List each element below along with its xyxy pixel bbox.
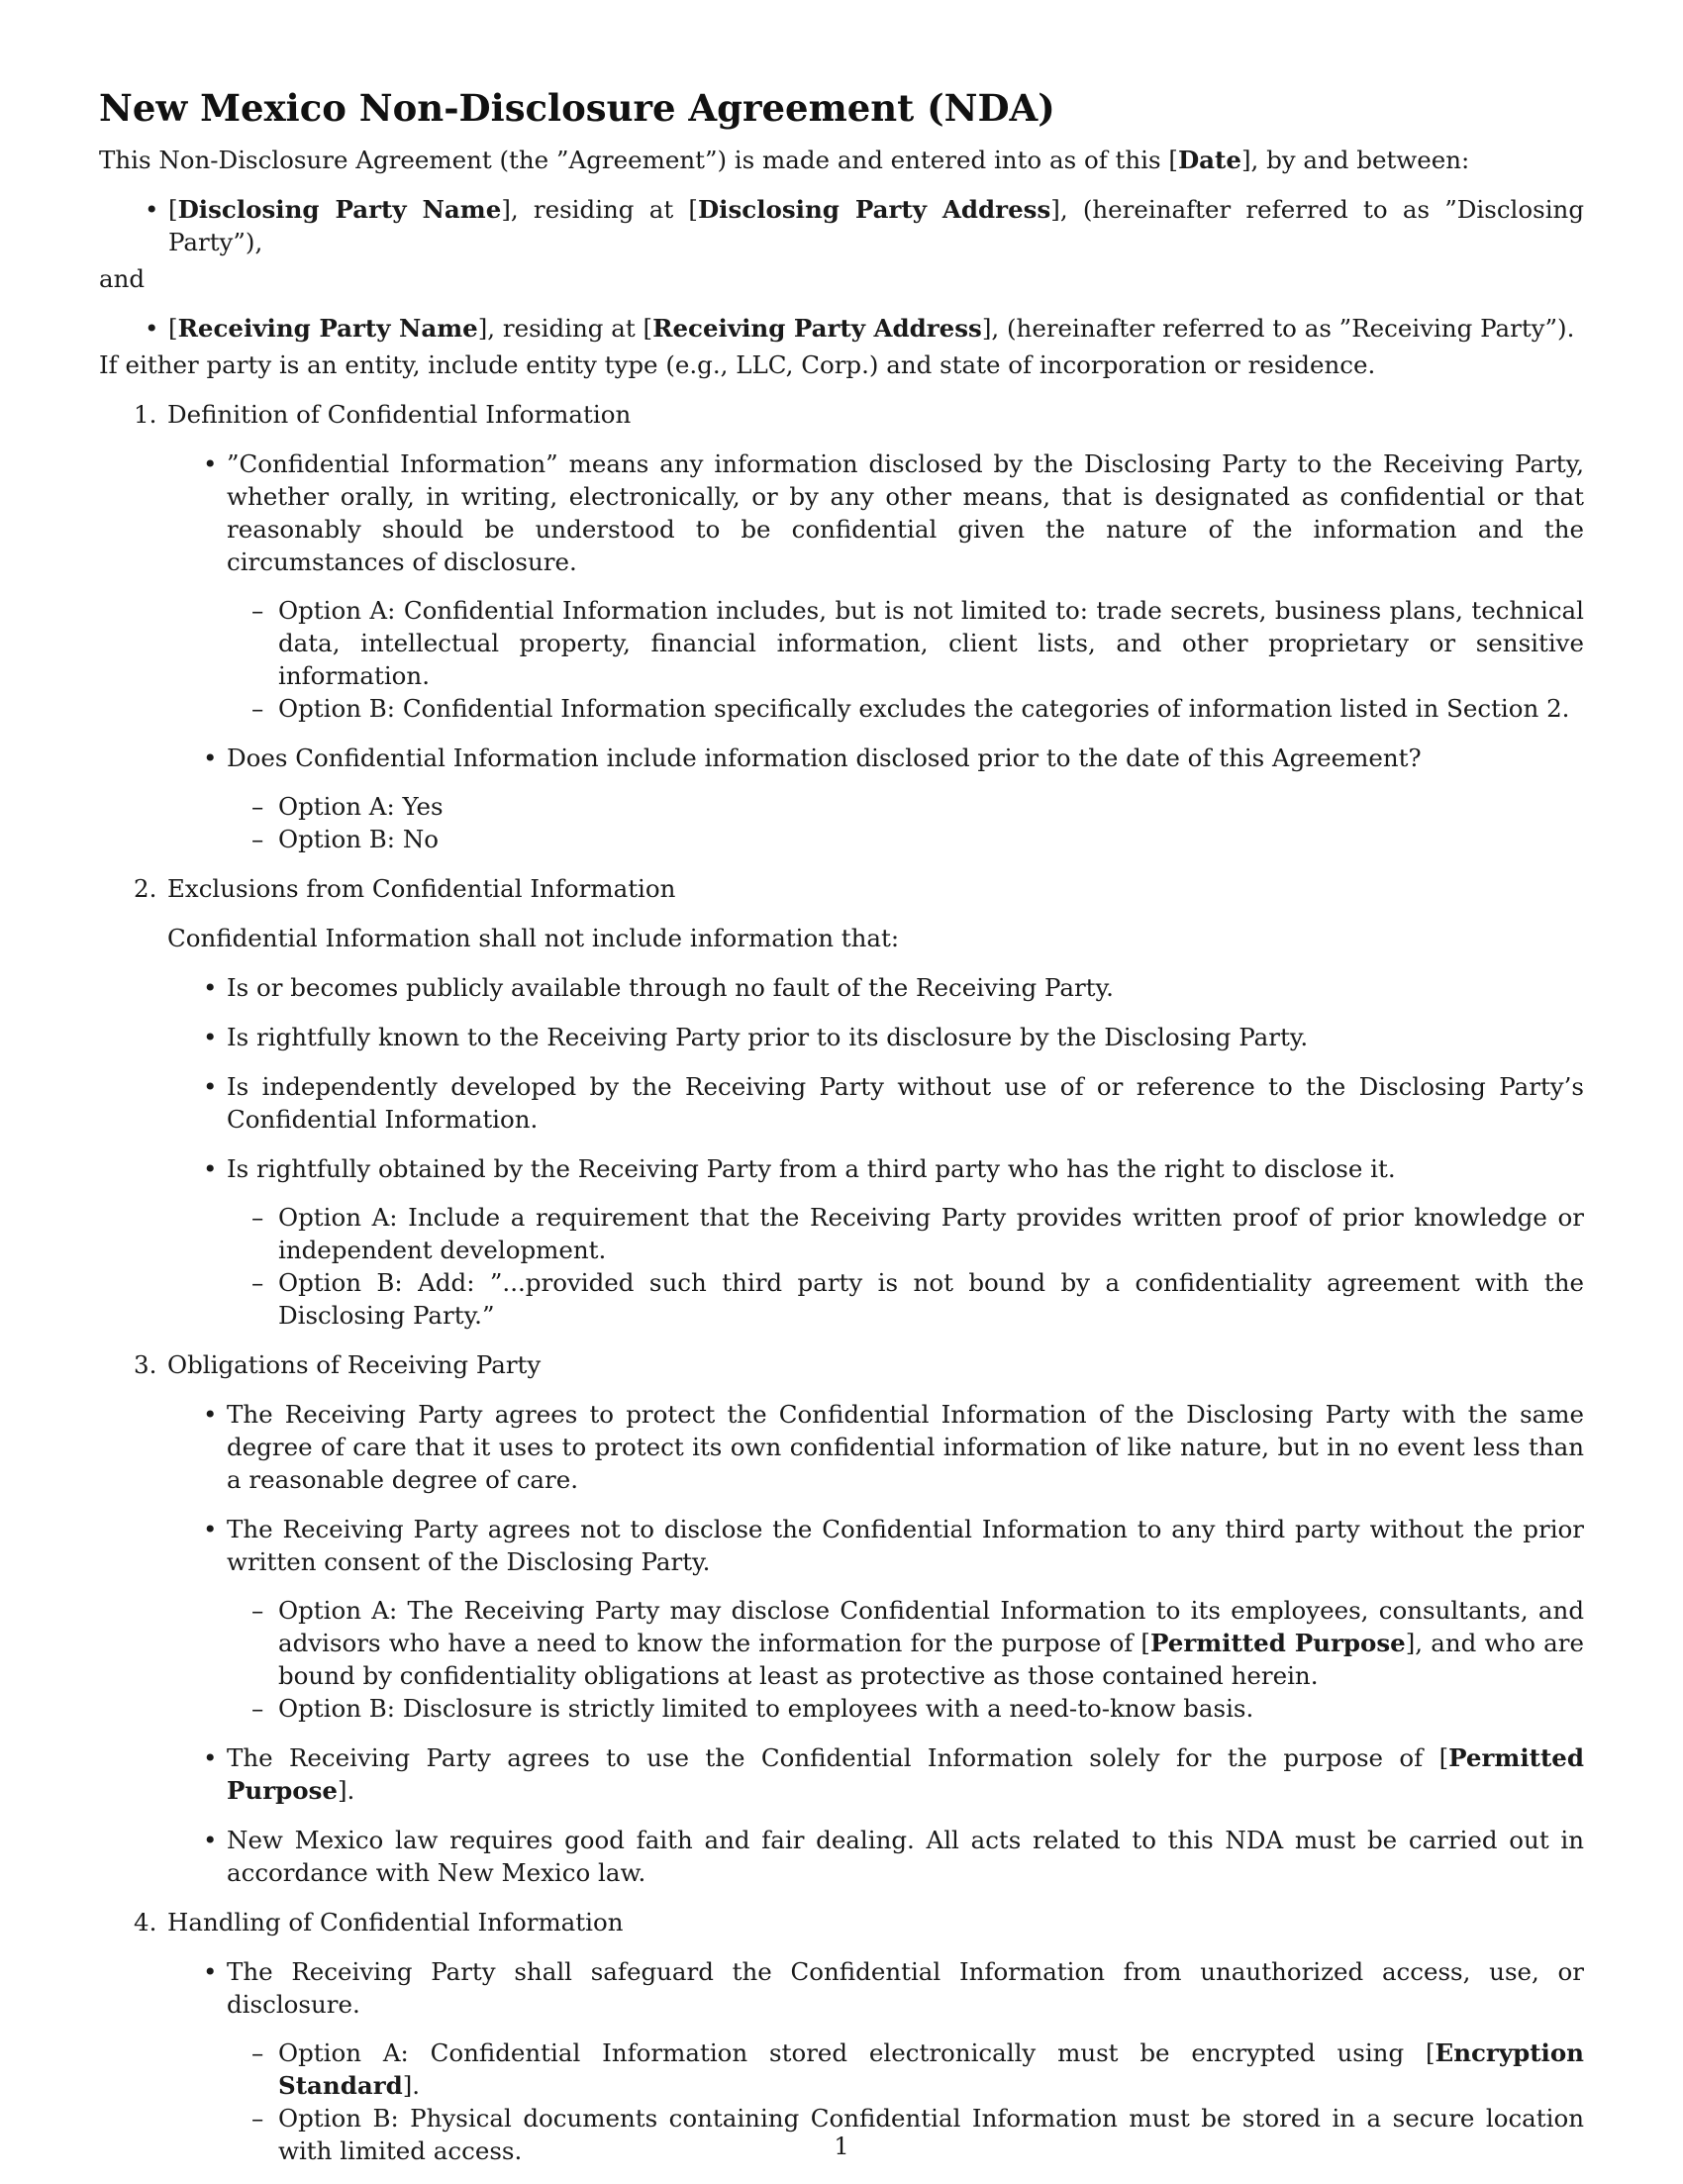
option-item: – Option B: Confidential Information specifically excludes the categories of information listed in Section 2. <box>227 692 1584 725</box>
intro-paragraph <box>99 144 1584 176</box>
section-number: 3. <box>134 1350 157 1379</box>
option-list <box>227 790 1584 855</box>
list-item <box>167 447 1584 725</box>
section-2-bullets <box>167 971 1584 1332</box>
bullet-text-end: ]. <box>338 1776 355 1805</box>
option-item: – Option B: Disclosure is strictly limited to employees with a need-to-know basis. <box>227 1692 1584 1725</box>
party1-item <box>99 193 1584 258</box>
section-number: 1. <box>134 400 157 429</box>
disclosing-party-address-placeholder: Disclosing Party Address <box>697 195 1051 224</box>
document-title: New Mexico Non-Disclosure Agreement (NDA) <box>99 86 1055 130</box>
intro-text: This Non-Disclosure Agreement (the ”Agreement”) is made and entered into as of this [ <box>99 146 1178 174</box>
option-text: Option A: The Receiving Party may disclose Confidential Information to its employees, consultants, and advisors who have a need to know the information for the purpose of [ <box>278 1596 1584 1657</box>
option-list <box>227 1201 1584 1332</box>
section-3-heading <box>99 1348 1584 1381</box>
section-1-bullets <box>167 447 1584 855</box>
receiving-party-name-placeholder: Receiving Party Name <box>177 314 478 343</box>
list-item: • Is or becomes publicly available through no fault of the Receiving Party. <box>167 971 1584 1004</box>
option-item <box>227 2036 1584 2102</box>
residing-text: ], residing at [ <box>477 314 653 343</box>
option-text-end: ], and who are bound by confidentiality obligations at least as protective as those contained herein. <box>278 1629 1584 1690</box>
bullet-text: ”Confidential Information” means any information disclosed by the Disclosing Party to the Receiving Party, whether orally, in writing, electronically, or by any other means, that is designated as confidential or that reasonably should be understood to be confidential given the nature of the information and the circumstances of disclosure. <box>227 449 1584 576</box>
list-item: • New Mexico law requires good faith and fair dealing. All acts related to this NDA must be carried out in accordance with New Mexico law. <box>167 1824 1584 1889</box>
section-title: Exclusions from Confidential Information <box>167 874 676 903</box>
bracket: [ <box>168 314 178 343</box>
bullet-text: Is rightfully obtained by the Receiving Party from a third party who has the right to disclose it. <box>227 1154 1396 1183</box>
option-item: – Option B: Physical documents containing Confidential Information must be stored in a secure location with limited access. <box>227 2102 1584 2167</box>
bullet-text: The Receiving Party agrees not to disclose the Confidential Information to any third party without the prior written consent of the Disclosing Party. <box>227 1515 1584 1576</box>
list-item <box>167 1513 1584 1725</box>
party1-end-text: ], (hereinafter referred to as ”Disclosing Party”), <box>168 195 1584 256</box>
option-item: – Option A: Include a requirement that the Receiving Party provides written proof of prior knowledge or independent development. <box>227 1201 1584 1266</box>
section-title: Handling of Confidential Information <box>167 1908 624 1936</box>
party2-end-text: ], (hereinafter referred to as ”Receiving Party”). <box>981 314 1575 343</box>
section-title: Definition of Confidential Information <box>167 400 632 429</box>
section-2-heading <box>99 872 1584 905</box>
option-item: – Option B: Add: ”...provided such third party is not bound by a confidentiality agreement with the Disclosing Party.” <box>227 1266 1584 1332</box>
receiving-party-address-placeholder: Receiving Party Address <box>652 314 982 343</box>
bullet-text: The Receiving Party shall safeguard the Confidential Information from unauthorized access, use, or disclosure. <box>227 1957 1584 2019</box>
bullet-text: Does Confidential Information include information disclosed prior to the date of this Agreement? <box>227 744 1422 772</box>
section-3-bullets <box>167 1398 1584 1889</box>
and-text: and <box>99 264 146 293</box>
list-item <box>167 1152 1584 1332</box>
section-4-heading <box>99 1906 1584 1938</box>
section-3-body <box>99 1398 1584 1889</box>
option-item: – Option A: Confidential Information includes, but is not limited to: trade secrets, business plans, technical data, intellectual property, financial information, client lists, and other proprietary or sensitive information. <box>227 594 1584 692</box>
section-2-body <box>99 971 1584 1332</box>
permitted-purpose-placeholder: Permitted Purpose <box>1150 1629 1406 1657</box>
option-item: – Option B: No <box>227 823 1584 855</box>
party2-item <box>99 312 1584 345</box>
section-1-body <box>99 447 1584 855</box>
list-item <box>167 742 1584 855</box>
intro-text-end: ], by and between: <box>1240 146 1470 174</box>
entity-note: If either party is an entity, include entity type (e.g., LLC, Corp.) and state of incorporation or residence. <box>99 350 1376 379</box>
residing-text: ], residing at [ <box>501 195 698 224</box>
list-item: • Is rightfully known to the Receiving Party prior to its disclosure by the Disclosing Party. <box>167 1021 1584 1053</box>
page-number: 1 <box>834 2133 849 2160</box>
disclosing-party-name-placeholder: Disclosing Party Name <box>177 195 502 224</box>
option-text-end: ]. <box>402 2071 421 2100</box>
option-item: – Option A: Yes <box>227 790 1584 823</box>
party2-list <box>99 312 1584 345</box>
bracket: [ <box>168 195 178 224</box>
bullet-text: The Receiving Party agrees to use the Confidential Information solely for the purpose of [ <box>227 1743 1449 1772</box>
option-item <box>227 1594 1584 1692</box>
option-text: Option A: Confidential Information stored electronically must be encrypted using [ <box>278 2038 1436 2067</box>
section-2-intro: Confidential Information shall not include information that: <box>167 924 900 952</box>
section-1-heading <box>99 398 1584 431</box>
date-placeholder: Date <box>1177 146 1241 174</box>
encryption-standard-placeholder: Encryption Standard <box>278 2038 1584 2100</box>
section-number: 2. <box>134 874 157 903</box>
document-page <box>99 85 1584 2184</box>
party1-list <box>99 193 1584 258</box>
option-list <box>227 1594 1584 1725</box>
list-item: • Is independently developed by the Receiving Party without use of or reference to the Disclosing Party’s Confidential Information. <box>167 1070 1584 1136</box>
permitted-purpose-placeholder: Permitted Purpose <box>227 1743 1584 1805</box>
option-list <box>227 594 1584 725</box>
list-item: • The Receiving Party agrees to protect the Confidential Information of the Disclosing Party with the same degree of care that it uses to protect its own confidential information of like nature, but in no event less than a reasonable degree of care. <box>167 1398 1584 1496</box>
section-title: Obligations of Receiving Party <box>167 1350 542 1379</box>
list-item <box>167 1741 1584 1807</box>
section-number: 4. <box>134 1908 157 1936</box>
